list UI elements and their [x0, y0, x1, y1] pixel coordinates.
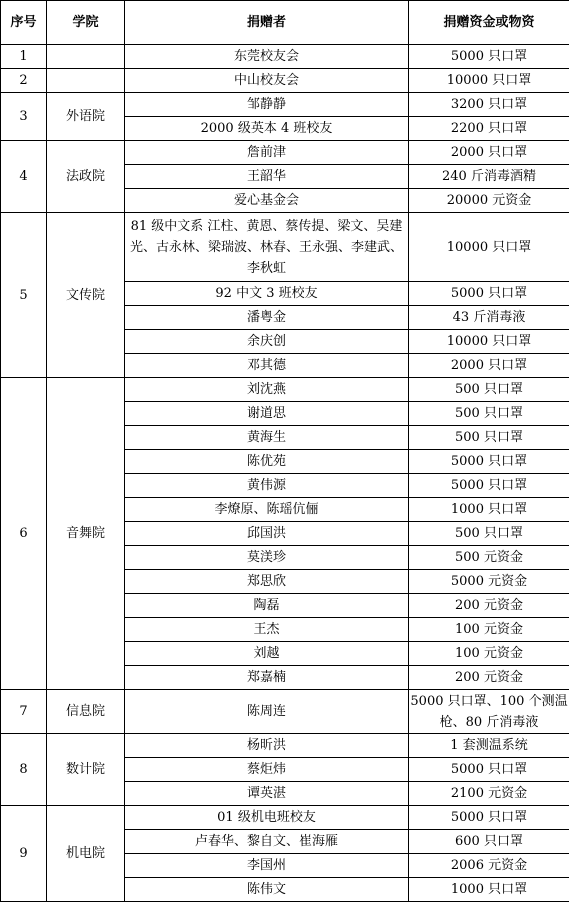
cell-donation: 5000 只口罩 — [409, 45, 569, 69]
cell-donor: 中山校友会 — [125, 69, 409, 93]
cell-donor: 郑嘉楠 — [125, 666, 409, 690]
cell-donor: 詹前津 — [125, 141, 409, 165]
cell-donation: 5000 元资金 — [409, 570, 569, 594]
cell-donor: 东莞校友会 — [125, 45, 409, 69]
table-row — [1, 734, 569, 758]
cell-donor: 李燎原、陈瑶伉俪 — [125, 498, 409, 522]
cell-donor: 李国州 — [125, 854, 409, 878]
cell-donation: 10000 只口罩 — [409, 213, 569, 282]
table-row — [1, 806, 569, 830]
table-row — [1, 690, 569, 734]
cell-donor: 陈周连 — [125, 690, 409, 734]
table-row — [1, 69, 569, 93]
cell-college: 音舞院 — [47, 378, 125, 690]
cell-donation: 5000 只口罩 — [409, 758, 569, 782]
cell-donation: 43 斤消毒液 — [409, 306, 569, 330]
cell-donation: 3200 只口罩 — [409, 93, 569, 117]
cell-donation: 1 套测温系统 — [409, 734, 569, 758]
cell-donation: 100 元资金 — [409, 618, 569, 642]
cell-donor: 卢春华、黎自文、崔海雁 — [125, 830, 409, 854]
cell-serial-no: 2 — [1, 69, 47, 93]
cell-donor: 邱国洪 — [125, 522, 409, 546]
cell-serial-no: 5 — [1, 213, 47, 378]
cell-donation: 20000 元资金 — [409, 189, 569, 213]
cell-donor: 王杰 — [125, 618, 409, 642]
cell-donor: 刘沈燕 — [125, 378, 409, 402]
table-row — [1, 45, 569, 69]
cell-donation: 2006 元资金 — [409, 854, 569, 878]
cell-college — [47, 69, 125, 93]
cell-donor: 81 级中文系 江柱、黄恩、蔡传提、梁文、吴建光、古永林、梁瑞波、林春、王永强、李建武、李秋虹 — [125, 213, 409, 282]
cell-donation: 10000 只口罩 — [409, 330, 569, 354]
header-donation: 捐赠资金或物资 — [409, 1, 569, 45]
cell-donation: 5000 只口罩 — [409, 450, 569, 474]
header-row — [1, 1, 569, 45]
cell-college — [47, 45, 125, 69]
cell-serial-no: 4 — [1, 141, 47, 213]
cell-serial-no: 7 — [1, 690, 47, 734]
cell-donor: 邹静静 — [125, 93, 409, 117]
cell-donor: 92 中文 3 班校友 — [125, 282, 409, 306]
cell-serial-no: 9 — [1, 806, 47, 902]
cell-donor: 黄海生 — [125, 426, 409, 450]
cell-donor: 陈伟文 — [125, 878, 409, 902]
cell-college: 文传院 — [47, 213, 125, 378]
cell-donor: 谢道思 — [125, 402, 409, 426]
cell-donation: 2000 只口罩 — [409, 141, 569, 165]
table-row — [1, 93, 569, 117]
cell-donation: 5000 只口罩 — [409, 474, 569, 498]
cell-donation: 500 只口罩 — [409, 522, 569, 546]
cell-donation: 100 元资金 — [409, 642, 569, 666]
cell-donation: 2200 只口罩 — [409, 117, 569, 141]
cell-donation: 5000 只口罩、100 个测温枪、80 斤消毒液 — [409, 690, 569, 734]
cell-serial-no: 3 — [1, 93, 47, 141]
cell-college: 数计院 — [47, 734, 125, 806]
cell-serial-no: 1 — [1, 45, 47, 69]
cell-donor: 郑思欣 — [125, 570, 409, 594]
cell-donation: 240 斤消毒酒精 — [409, 165, 569, 189]
cell-donation: 5000 只口罩 — [409, 806, 569, 830]
cell-donor: 陶磊 — [125, 594, 409, 618]
cell-donor: 潘粤金 — [125, 306, 409, 330]
header-college: 学院 — [47, 1, 125, 45]
cell-donor: 谭英湛 — [125, 782, 409, 806]
cell-donation: 2100 元资金 — [409, 782, 569, 806]
cell-donor: 王韶华 — [125, 165, 409, 189]
cell-serial-no: 8 — [1, 734, 47, 806]
cell-donor: 陈优苑 — [125, 450, 409, 474]
cell-donation: 500 只口罩 — [409, 402, 569, 426]
cell-donation: 200 元资金 — [409, 666, 569, 690]
cell-donor: 余庆创 — [125, 330, 409, 354]
table-row — [1, 378, 569, 402]
cell-donation: 600 只口罩 — [409, 830, 569, 854]
cell-donation: 200 元资金 — [409, 594, 569, 618]
table-row — [1, 213, 569, 282]
cell-donor: 杨昕洪 — [125, 734, 409, 758]
cell-donation: 500 元资金 — [409, 546, 569, 570]
cell-serial-no: 6 — [1, 378, 47, 690]
cell-donation: 10000 只口罩 — [409, 69, 569, 93]
cell-college: 法政院 — [47, 141, 125, 213]
cell-donor: 2000 级英本 4 班校友 — [125, 117, 409, 141]
cell-donation: 1000 只口罩 — [409, 498, 569, 522]
cell-donation: 500 只口罩 — [409, 426, 569, 450]
header-serial-no: 序号 — [1, 1, 47, 45]
cell-donor: 爱心基金会 — [125, 189, 409, 213]
cell-donation: 1000 只口罩 — [409, 878, 569, 902]
cell-donor: 蔡炬炜 — [125, 758, 409, 782]
cell-college: 机电院 — [47, 806, 125, 902]
cell-donor: 黄伟源 — [125, 474, 409, 498]
cell-donation: 2000 只口罩 — [409, 354, 569, 378]
cell-donation: 500 只口罩 — [409, 378, 569, 402]
cell-donor: 莫渼珍 — [125, 546, 409, 570]
cell-college: 信息院 — [47, 690, 125, 734]
cell-donor: 01 级机电班校友 — [125, 806, 409, 830]
cell-donor: 邓其德 — [125, 354, 409, 378]
table-body — [1, 45, 569, 902]
cell-donor: 刘越 — [125, 642, 409, 666]
header-donor: 捐赠者 — [125, 1, 409, 45]
cell-college: 外语院 — [47, 93, 125, 141]
cell-donation: 5000 只口罩 — [409, 282, 569, 306]
table-row — [1, 141, 569, 165]
